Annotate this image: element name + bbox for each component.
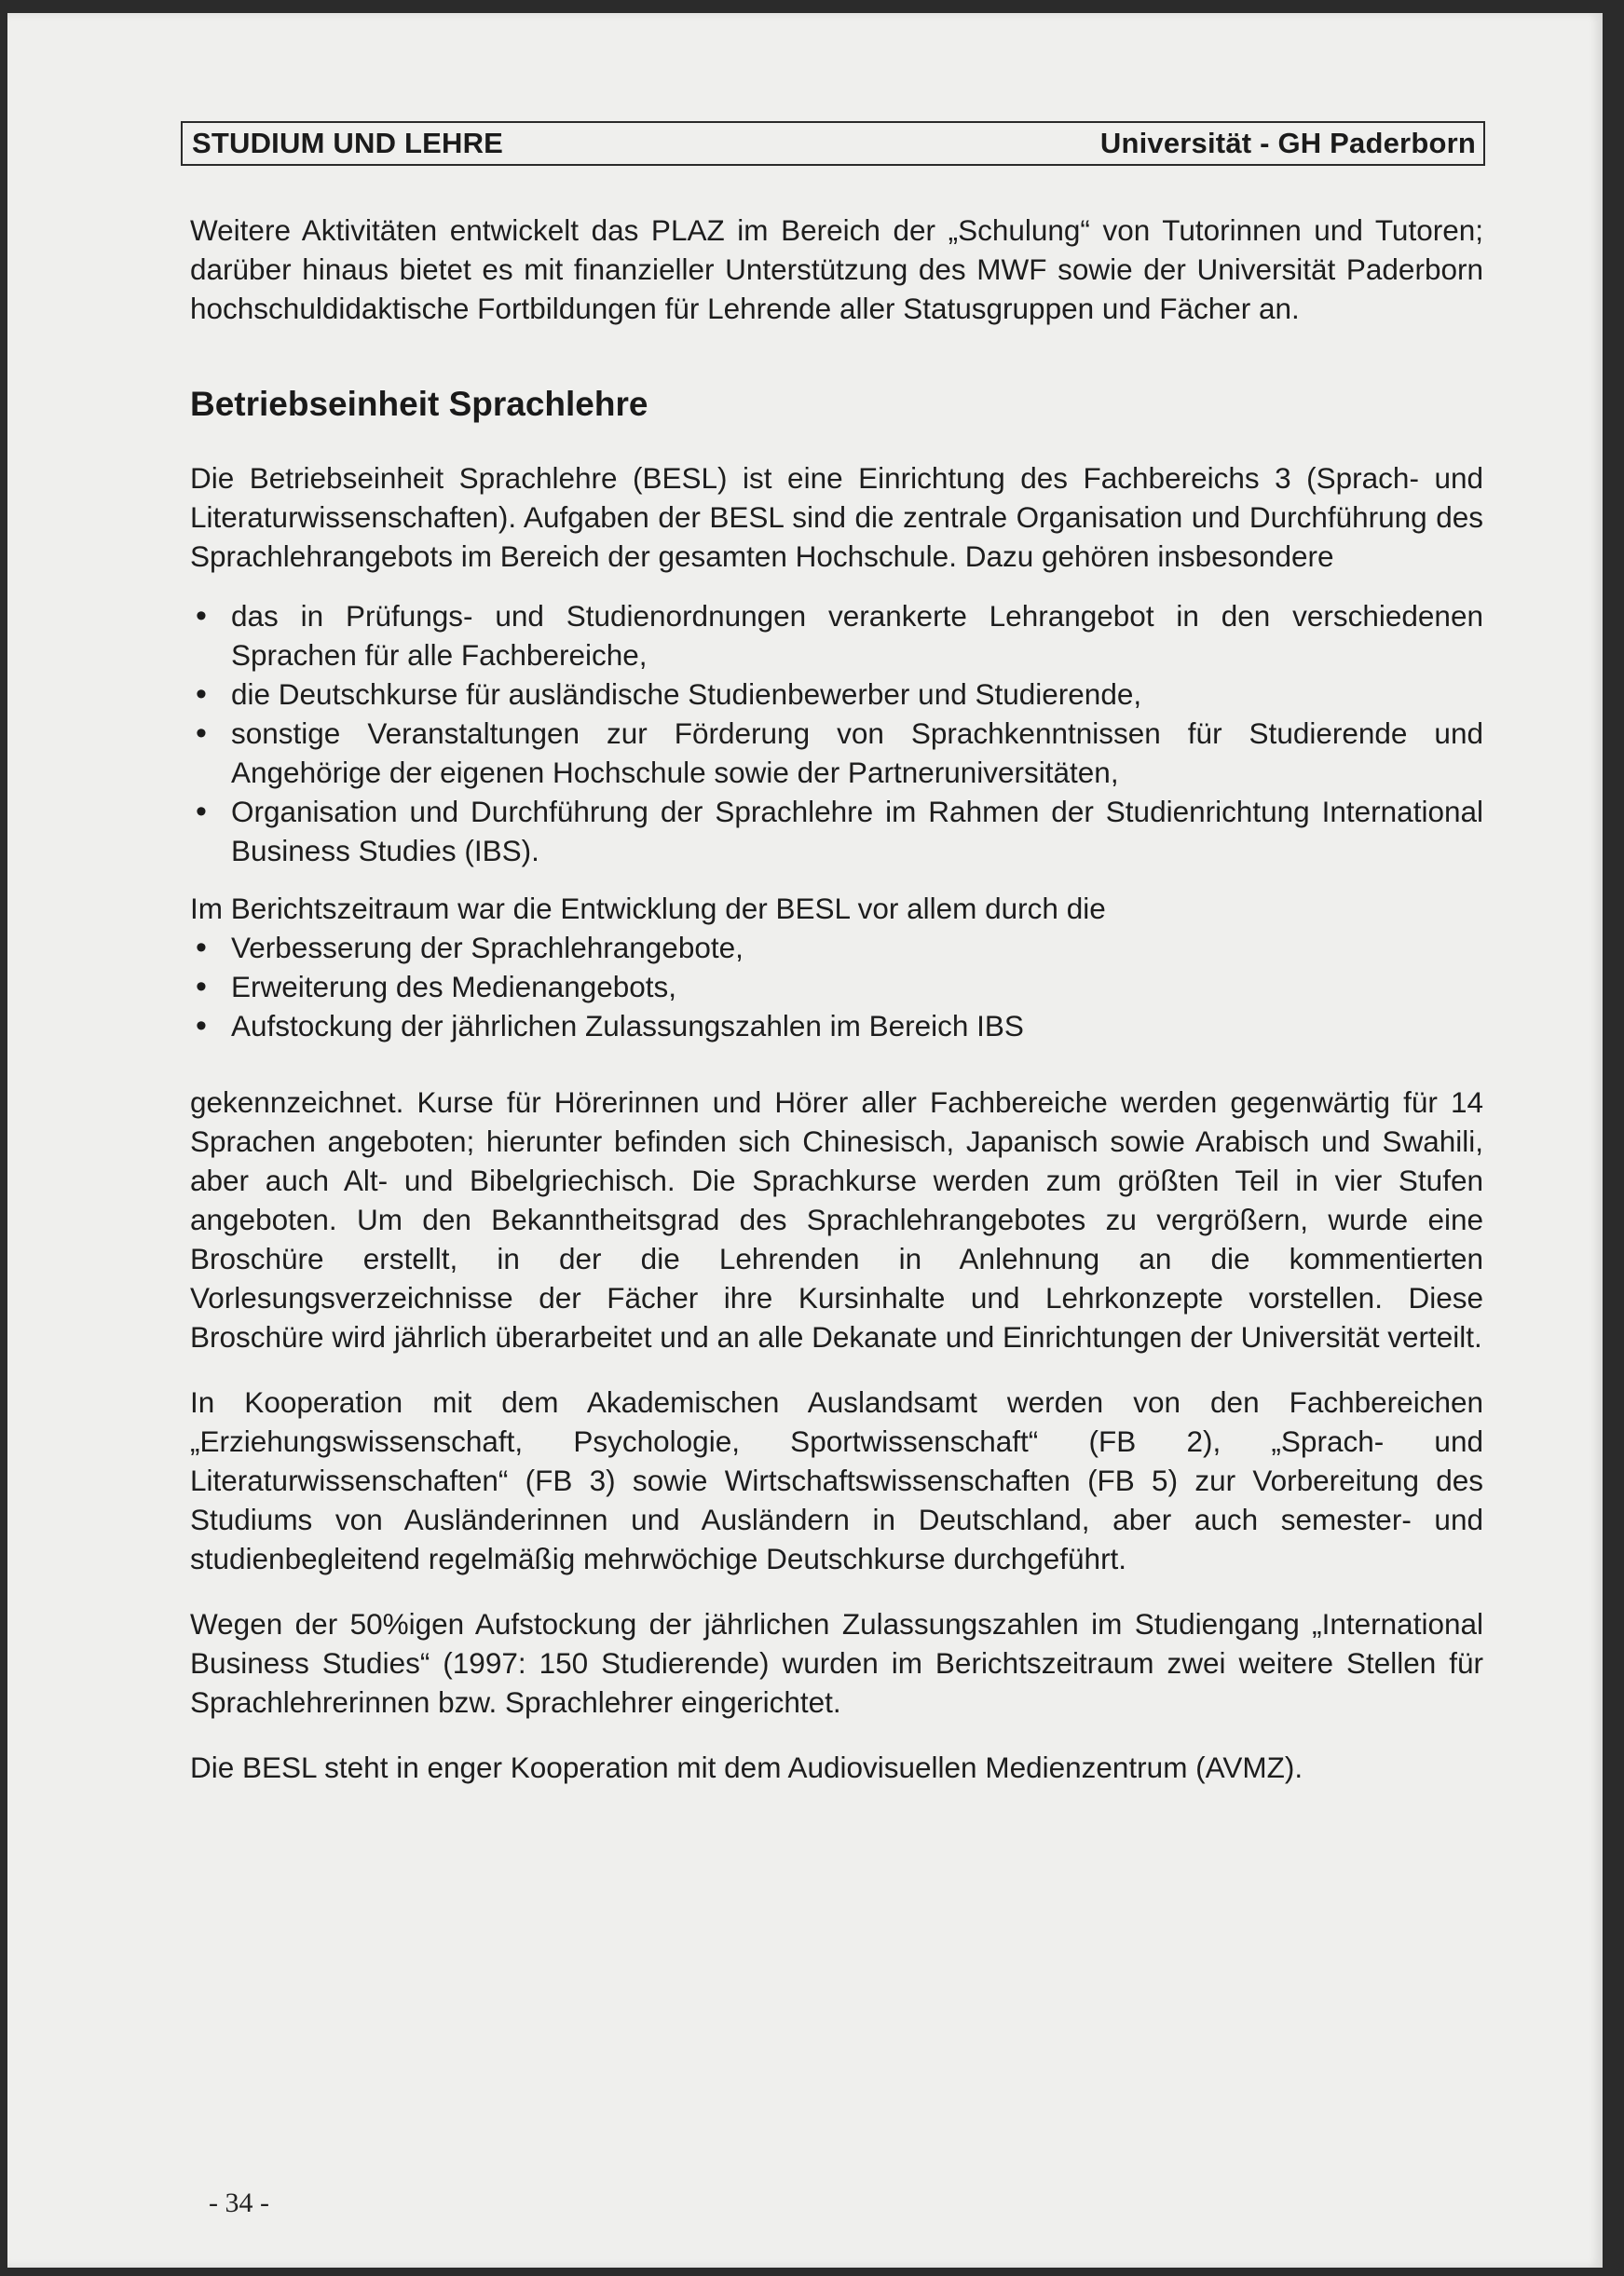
document-page: [7, 13, 1603, 2268]
paragraph-courses: gekennzeichnet. Kurse für Hörerinnen und Hörer aller Fachbereiche werden gegenwärtig für 14 Sprachen angeboten; hierunter befinden sich Chinesisch, Japanisch sowie Arabisch und Swahili, aber auch Alt- und Bibelgriechisch. Die Sprachkurse werden zum größten Teil in vier Stufen angeboten. Um den Bekanntheitsgrad des Sprachlehrangebotes zu vergrößern, wurde eine Broschüre erstellt, in der die Lehrenden in Anlehnung an die kommentierten Vorlesungsverzeichnisse der Fächer ihre Kursinhalte und Lehrkonzepte vorstellen. Diese Broschüre wird jährlich überarbeitet und an alle Dekanate und Einrichtungen der Universität verteilt.: [190, 1085, 1483, 1354]
page-content: [190, 211, 1483, 1787]
list-item: • Verbesserung der Sprachlehrangebote,: [190, 928, 1483, 967]
development-list: [190, 928, 1483, 1045]
paragraph-ibs-positions: Wegen der 50%igen Aufstockung der jährlichen Zulassungszahlen im Studiengang „International Business Studies“ (1997: 150 Studierende) wurden im Berichtszeitraum zwei weitere Stellen für Sprachlehrerinnen bzw. Sprachlehrer eingerichtet.: [190, 1607, 1483, 1719]
page-number: - 34 -: [209, 2187, 269, 2218]
intro-paragraph: Weitere Aktivitäten entwickelt das PLAZ im Bereich der „Schulung“ von Tutorinnen und Tutoren; darüber hinaus bietet es mit finanzieller Unterstützung des MWF sowie der Universität Paderborn hochschuldidaktische Fortbildungen für Lehrende aller Statusgruppen und Fächer an.: [190, 213, 1483, 325]
header-institution: Universität - GH Paderborn: [1099, 127, 1476, 159]
section-heading: Betriebseinheit Sprachlehre: [190, 385, 648, 423]
running-header: [181, 121, 1485, 166]
list-item: • Erweiterung des Medienangebots,: [190, 967, 1483, 1006]
paragraph-avmz: Die BESL steht in enger Kooperation mit dem Audiovisuellen Medienzentrum (AVMZ).: [190, 1751, 1303, 1784]
list-item: • Aufstockung der jährlichen Zulassungszahlen im Bereich IBS: [190, 1006, 1483, 1045]
header-section-label: STUDIUM UND LEHRE: [192, 127, 504, 159]
paragraph-cooperation: In Kooperation mit dem Akademischen Auslandsamt werden von den Fachbereichen „Erziehungswissenschaft, Psychologie, Sportwissenschaft“ (FB 2), „Sprach- und Literaturwissenschaften“ (FB 3) sowie Wirtschaftswissenschaften (FB 5) zur Vorbereitung des Studiums von Ausländerinnen und Ausländern in Deutschland, aber auch semester- und studienbegleitend regelmäßig mehrwöchige Deutschkurse durchgeführt.: [190, 1385, 1483, 1575]
list-item: • Organisation und Durchführung der Sprachlehre im Rahmen der Studienrichtung International Business Studies (IBS).: [190, 792, 1483, 870]
list-item: • das in Prüfungs- und Studienordnungen verankerte Lehrangebot in den verschiedenen Sprachen für alle Fachbereiche,: [190, 596, 1483, 675]
list-item: • sonstige Veranstaltungen zur Förderung von Sprachkenntnissen für Studierende und Angehörige der eigenen Hochschule sowie der Partneruniversitäten,: [190, 714, 1483, 792]
list-item: • die Deutschkurse für ausländische Studienbewerber und Studierende,: [190, 675, 1483, 714]
tasks-list: [190, 596, 1483, 870]
paragraph-besl-intro: Die Betriebseinheit Sprachlehre (BESL) ist eine Einrichtung des Fachbereichs 3 (Sprach- und Literaturwissenschaften). Aufgaben der BESL sind die zentrale Organisation und Durchführung des Sprachlehrangebots im Bereich der gesamten Hochschule. Dazu gehören insbesondere: [190, 461, 1483, 573]
paragraph-development: Im Berichtszeitraum war die Entwicklung der BESL vor allem durch die: [190, 892, 1106, 925]
